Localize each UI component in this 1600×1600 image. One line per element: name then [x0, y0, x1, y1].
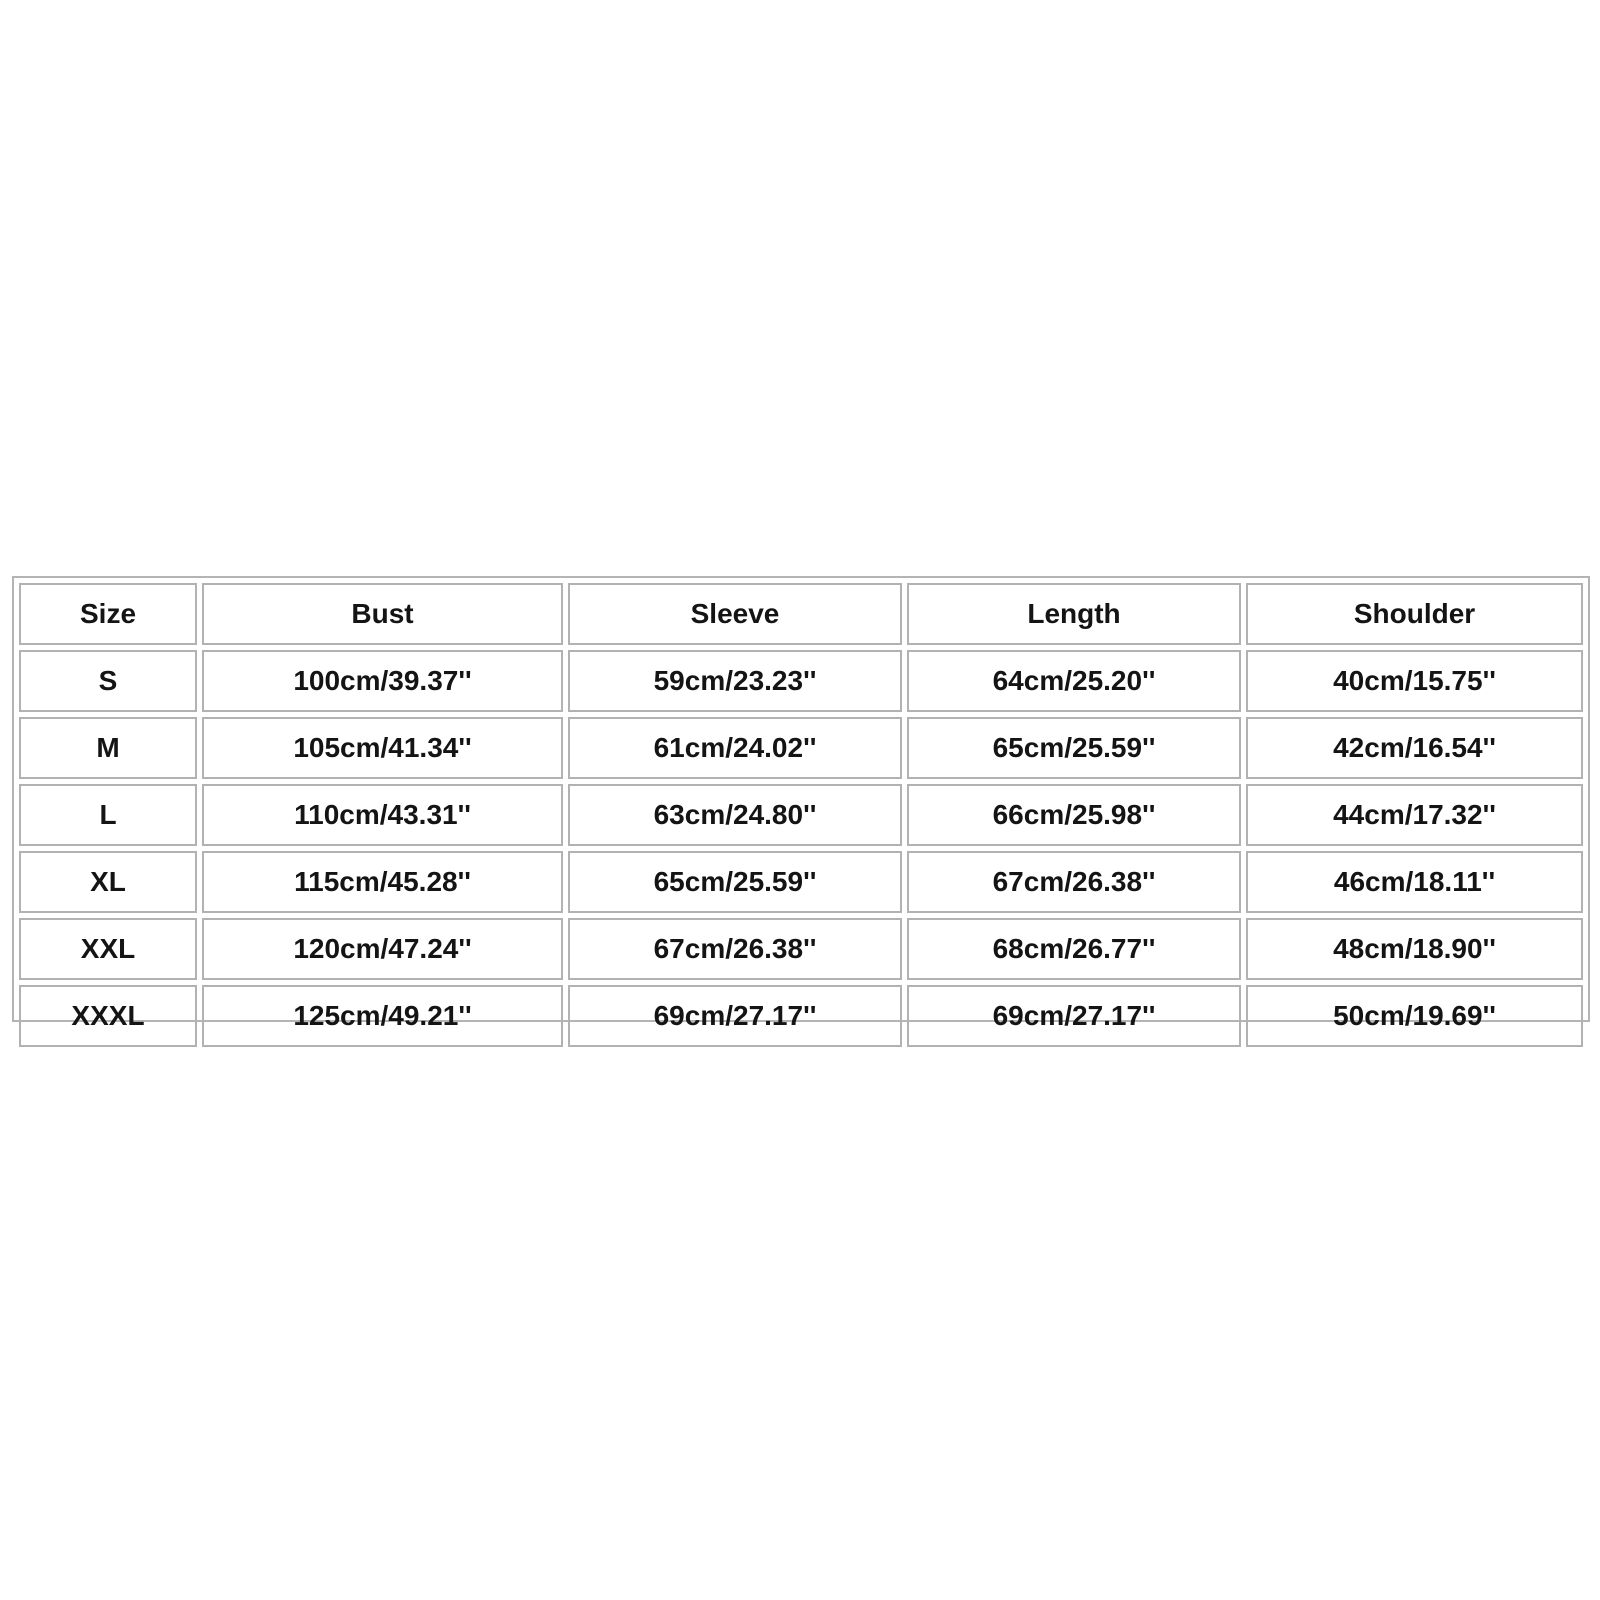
size-cell: XXL: [19, 918, 197, 980]
header-size: Size: [19, 583, 197, 645]
sleeve-cell: 65cm/25.59'': [568, 851, 902, 913]
sleeve-cell: 63cm/24.80'': [568, 784, 902, 846]
header-sleeve: Sleeve: [568, 583, 902, 645]
table-row: [19, 918, 1583, 980]
bust-cell: 120cm/47.24'': [202, 918, 563, 980]
bust-cell: 115cm/45.28'': [202, 851, 563, 913]
length-cell: 67cm/26.38'': [907, 851, 1241, 913]
length-cell: 68cm/26.77'': [907, 918, 1241, 980]
size-cell: L: [19, 784, 197, 846]
bust-cell: 125cm/49.21'': [202, 985, 563, 1047]
shoulder-cell: 40cm/15.75'': [1246, 650, 1583, 712]
length-cell: 69cm/27.17'': [907, 985, 1241, 1047]
length-cell: 64cm/25.20'': [907, 650, 1241, 712]
table-row: [19, 851, 1583, 913]
size-chart: [12, 576, 1590, 1031]
header-length: Length: [907, 583, 1241, 645]
size-cell: S: [19, 650, 197, 712]
shoulder-cell: 44cm/17.32'': [1246, 784, 1583, 846]
header-shoulder: Shoulder: [1246, 583, 1583, 645]
sleeve-cell: 69cm/27.17'': [568, 985, 902, 1047]
sleeve-cell: 67cm/26.38'': [568, 918, 902, 980]
bust-cell: 110cm/43.31'': [202, 784, 563, 846]
shoulder-cell: 46cm/18.11'': [1246, 851, 1583, 913]
shoulder-cell: 50cm/19.69'': [1246, 985, 1583, 1047]
size-chart-table: [14, 578, 1588, 1052]
sleeve-cell: 59cm/23.23'': [568, 650, 902, 712]
table-row: [19, 985, 1583, 1047]
sleeve-cell: 61cm/24.02'': [568, 717, 902, 779]
bust-cell: 105cm/41.34'': [202, 717, 563, 779]
table-row: [19, 650, 1583, 712]
size-cell: XL: [19, 851, 197, 913]
shoulder-cell: 48cm/18.90'': [1246, 918, 1583, 980]
length-cell: 65cm/25.59'': [907, 717, 1241, 779]
table-header-row: [19, 583, 1583, 645]
bust-cell: 100cm/39.37'': [202, 650, 563, 712]
table-row: [19, 784, 1583, 846]
size-cell: XXXL: [19, 985, 197, 1047]
table-row: [19, 717, 1583, 779]
shoulder-cell: 42cm/16.54'': [1246, 717, 1583, 779]
header-bust: Bust: [202, 583, 563, 645]
size-cell: M: [19, 717, 197, 779]
length-cell: 66cm/25.98'': [907, 784, 1241, 846]
